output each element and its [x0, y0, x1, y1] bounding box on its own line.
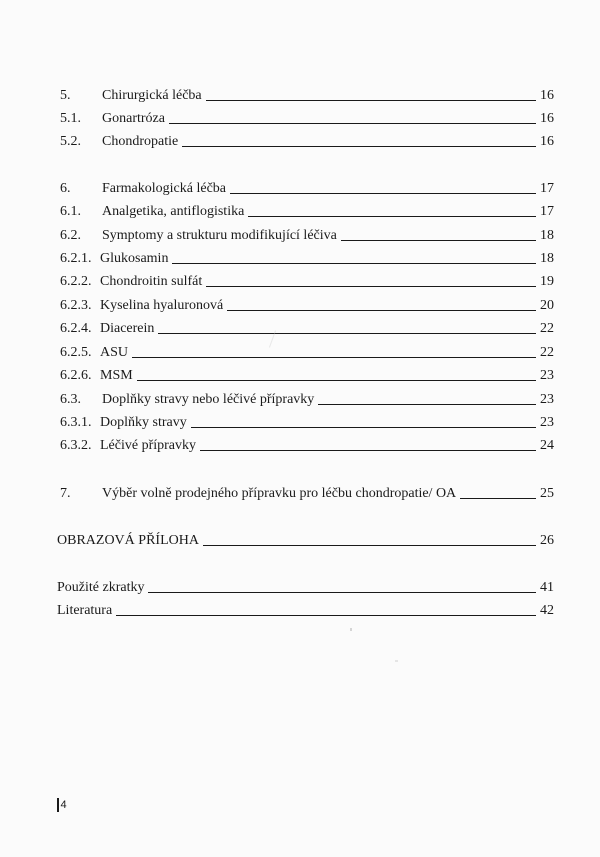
toc-entry-title: Gonartróza [102, 111, 165, 126]
page-number [57, 796, 67, 814]
toc-leader-line [230, 193, 536, 194]
page-number-text: 4 [60, 799, 67, 811]
toc-entry-page: 42 [540, 603, 554, 618]
toc-entry-page: 26 [540, 533, 554, 548]
toc-entry-number: 7. [60, 486, 71, 501]
toc-entry-page: 18 [540, 228, 554, 243]
toc-entry-title: Diacerein [100, 321, 155, 336]
toc-entry-title: OBRAZOVÁ PŘÍLOHA [57, 533, 199, 548]
toc-entry[interactable] [60, 294, 554, 314]
page-number-bar [57, 798, 59, 812]
toc-entry-number: 6. [60, 181, 71, 196]
toc-entry-title: Výběr volně prodejného přípravku pro léčbu chondropatie/ OA [102, 486, 457, 501]
toc-entry[interactable] [60, 84, 554, 104]
toc-entry[interactable] [60, 270, 554, 290]
toc-entry-number: 6.2.3. [60, 298, 92, 313]
toc-entry-number: 6.3. [60, 392, 81, 407]
toc-leader-line [158, 333, 536, 334]
toc-leader-line [318, 404, 536, 405]
toc-entry[interactable] [57, 576, 554, 596]
toc-leader-line [191, 427, 536, 428]
toc-entry-page: 22 [540, 321, 554, 336]
toc-entry-number: 6.3.2. [60, 438, 92, 453]
toc-entry-title: Chirurgická léčba [102, 88, 202, 103]
toc-entry-page: 17 [540, 204, 554, 219]
toc-entry[interactable] [60, 388, 554, 408]
toc-entry-title: Kyselina hyaluronová [100, 298, 224, 313]
toc-entry-page: 23 [540, 368, 554, 383]
toc-entry-page: 41 [540, 580, 554, 595]
toc-entry-title: Chondropatie [102, 134, 179, 149]
toc-entry-title: ASU [100, 345, 129, 360]
toc-leader-line [227, 310, 536, 311]
toc-leader-line [137, 380, 536, 381]
toc-entry[interactable] [60, 224, 554, 244]
toc-leader-line [206, 100, 536, 101]
toc-entry[interactable] [57, 529, 554, 549]
toc-entry[interactable] [60, 177, 554, 197]
toc-entry-title: Glukosamin [100, 251, 169, 266]
toc-entry[interactable] [60, 411, 554, 431]
toc-entry-number: 6.1. [60, 204, 81, 219]
toc-entry-page: 22 [540, 345, 554, 360]
toc-entry-title: Analgetika, antiflogistika [102, 204, 245, 219]
toc-entry[interactable] [60, 130, 554, 150]
toc-entry-page: 16 [540, 88, 554, 103]
toc-entry[interactable] [60, 364, 554, 384]
toc-entry[interactable] [60, 200, 554, 220]
toc-entry-title: Léčivé přípravky [100, 438, 197, 453]
toc-leader-line [341, 240, 536, 241]
toc-entry-page: 25 [540, 486, 554, 501]
toc-entry-number: 5.1. [60, 111, 81, 126]
toc-leader-line [172, 263, 536, 264]
toc-leader-line [116, 615, 536, 616]
toc-leader-line [203, 545, 536, 546]
toc-entry-number: 5. [60, 88, 71, 103]
toc-entry-page: 20 [540, 298, 554, 313]
toc-entry-number: 6.2.4. [60, 321, 92, 336]
toc-entry-page: 17 [540, 181, 554, 196]
toc-entry-number: 6.2.2. [60, 274, 92, 289]
toc-entry-page: 24 [540, 438, 554, 453]
toc-entry[interactable] [60, 341, 554, 361]
toc-entry[interactable] [57, 599, 554, 619]
toc-entry-title: Chondroitin sulfát [100, 274, 203, 289]
toc-leader-line [169, 123, 536, 124]
toc-entry-page: 16 [540, 111, 554, 126]
toc-leader-line [200, 450, 536, 451]
toc-leader-line [206, 286, 536, 287]
toc-entry-title: Doplňky stravy nebo léčivé přípravky [102, 392, 315, 407]
toc-entry-page: 19 [540, 274, 554, 289]
toc-entry-number: 6.2.5. [60, 345, 92, 360]
toc-entry-title: Doplňky stravy [100, 415, 187, 430]
toc-entry-title: MSM [100, 368, 133, 383]
toc-leader-line [132, 357, 536, 358]
toc-leader-line [182, 146, 536, 147]
toc-entry-title: Použité zkratky [57, 580, 145, 595]
toc-entry-page: 23 [540, 415, 554, 430]
toc-leader-line [248, 216, 536, 217]
toc-entry[interactable] [60, 317, 554, 337]
toc-leader-line [148, 592, 536, 593]
toc-entry-page: 18 [540, 251, 554, 266]
toc-entry-title: Literatura [57, 603, 113, 618]
toc-entry-number: 6.3.1. [60, 415, 92, 430]
scan-speck [350, 628, 352, 631]
toc-entry[interactable] [60, 247, 554, 267]
toc-entry[interactable] [60, 434, 554, 454]
toc-entry-page: 16 [540, 134, 554, 149]
toc-entry[interactable] [60, 482, 554, 502]
toc-entry-title: Farmakologická léčba [102, 181, 227, 196]
toc-entry[interactable] [60, 107, 554, 127]
toc-entry-title: Symptomy a strukturu modifikující léčiva [102, 228, 337, 243]
toc-entry-number: 6.2.6. [60, 368, 92, 383]
scan-speck [395, 660, 398, 662]
toc-leader-line [460, 498, 536, 499]
toc-entry-number: 5.2. [60, 134, 81, 149]
toc-entry-number: 6.2. [60, 228, 81, 243]
toc-entry-number: 6.2.1. [60, 251, 92, 266]
toc-entry-page: 23 [540, 392, 554, 407]
